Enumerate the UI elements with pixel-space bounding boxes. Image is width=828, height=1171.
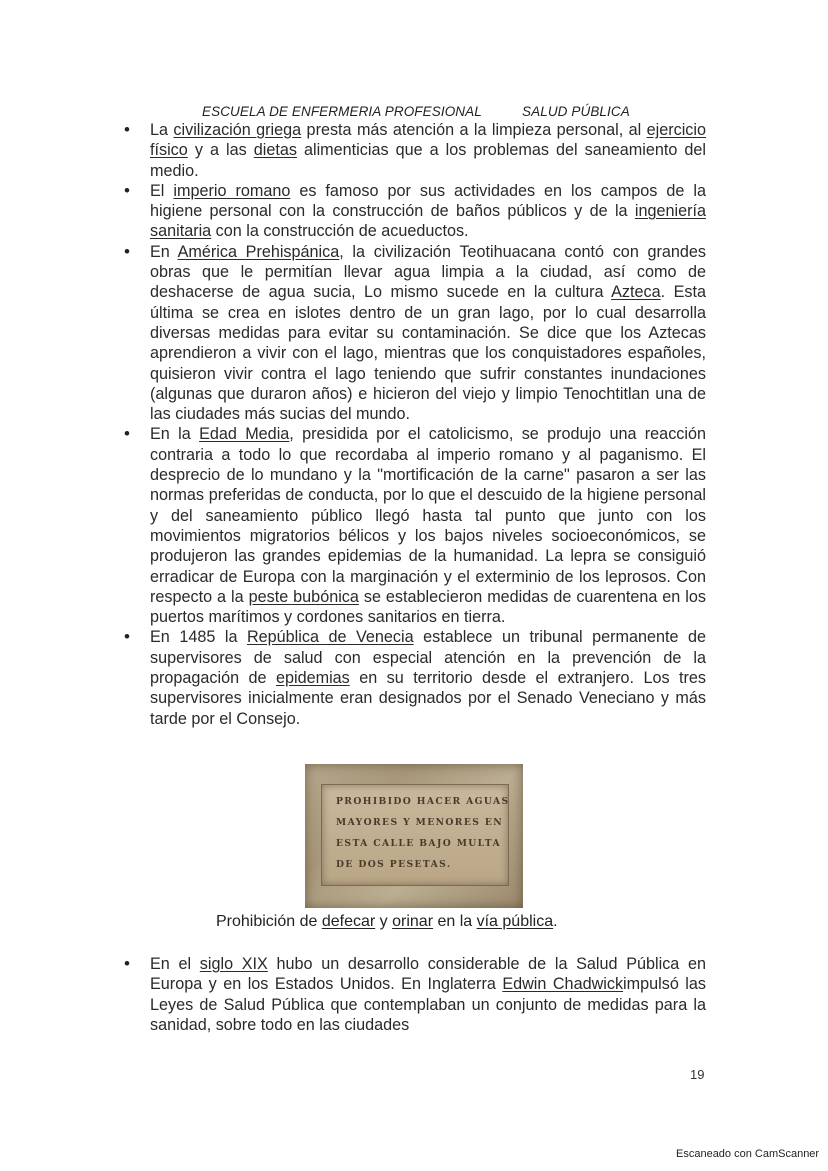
text: y a las <box>187 141 254 160</box>
link-ejercicio-fisico[interactable]: ejercicio físico <box>150 121 706 160</box>
list-item <box>120 242 706 425</box>
text: . <box>553 913 558 930</box>
page-header <box>202 104 642 119</box>
text: alimenticias que a los problemas del saneamiento del medio. <box>150 141 706 180</box>
text: es famoso por sus actividades en los campos de la higiene personal con la construcción de baños públicos y de la <box>150 181 706 221</box>
scanner-watermark: Escaneado con CamScanner <box>676 1148 820 1160</box>
link-republica-de-venecia[interactable]: República de Venecia <box>246 628 414 647</box>
page-number: 19 <box>690 1067 705 1082</box>
text: con la construcción de acueductos. <box>211 222 469 241</box>
list-item <box>120 181 706 242</box>
text: , la civilización Teotihuacana contó con grandes obras que le permitían llevar agua limpia a la ciudad, así como de deshacerse de agua sucia, Lo mismo sucede en la cultura <box>150 242 706 302</box>
link-civilizacion-griega[interactable]: civilización griega <box>173 121 302 139</box>
text: en su territorio desde el extranjero. Los tres supervisores inicialmente eran designados por el Senado Veneciano y más tarde por el Consejo. <box>150 669 706 728</box>
link-edwin-chadwick[interactable]: Edwin Chadwick <box>502 975 624 994</box>
text: impulsó las Leyes de Salud Pública que contemplaban un conjunto de medidas para la sanidad, sobre todo en las ciudades <box>150 975 706 1034</box>
figure-caption <box>216 913 558 931</box>
link-via-publica[interactable]: vía pública <box>476 913 554 930</box>
plaque-line: ESTA CALLE BAJO MULTA <box>336 838 502 849</box>
link-azteca[interactable]: Azteca <box>611 283 661 302</box>
link-defecar[interactable]: defecar <box>321 913 376 930</box>
plaque-line: MAYORES Y MENORES EN <box>336 817 504 828</box>
plaque-line: DE DOS PESETAS. <box>336 859 452 870</box>
plaque-line: PROHIBIDO HACER AGUAS <box>336 796 510 807</box>
history-list <box>120 120 706 729</box>
list-item <box>120 954 706 1035</box>
link-imperio-romano[interactable]: imperio romano <box>173 181 291 200</box>
list-item <box>120 120 706 181</box>
link-orinar[interactable]: orinar <box>392 913 434 930</box>
text: Prohibición de <box>216 913 322 930</box>
text: En <box>150 242 178 261</box>
history-list-continued <box>120 954 706 1035</box>
text: establece un tribunal permanente de supervisores de salud con especial atención en la prevención de la propagación de <box>150 628 706 688</box>
text: presta más atención a la limpieza personal, al <box>301 121 647 139</box>
link-america-prehispanica[interactable]: América Prehispánica <box>177 242 340 261</box>
list-item <box>120 424 706 627</box>
text: hubo un desarrollo considerable de la Salud Pública en Europa y en los Estados Unidos. En Inglaterra <box>150 955 707 994</box>
link-ingenieria-sanitaria[interactable]: ingeniería sanitaria <box>150 202 706 241</box>
text: En el <box>150 955 200 973</box>
text: se establecieron medidas de cuarentena en los puertos marítimos y cordones sanitarios en tierra. <box>150 587 706 627</box>
text: en la <box>433 913 477 930</box>
link-peste-bubonica[interactable]: peste bubónica <box>248 587 359 606</box>
link-epidemias[interactable]: epidemias <box>275 669 350 688</box>
text: La <box>150 121 174 139</box>
link-edad-media[interactable]: Edad Media <box>199 425 290 444</box>
header-subject: SALUD PÚBLICA <box>522 104 630 119</box>
stone-plaque <box>321 784 509 886</box>
text: El <box>150 181 174 200</box>
link-siglo-xix[interactable]: siglo XIX <box>199 955 268 973</box>
plaque-photo <box>305 764 523 908</box>
header-school: ESCUELA DE ENFERMERIA PROFESIONAL <box>202 104 482 119</box>
text: En 1485 la <box>150 628 247 647</box>
text: En la <box>150 425 200 444</box>
link-dietas[interactable]: dietas <box>253 141 297 160</box>
text: y <box>375 913 393 930</box>
list-item <box>120 627 706 728</box>
text: , presidida por el catolicismo, se produjo una reacción contraria a todo lo que recordaba al imperio romano y al paganismo. El desprecio de lo mundano y la "mortificación de la carne" pasaron a ser las normas preferidas de conducta, por lo que el descuido de la higiene personal y del saneamiento público llegó hasta tal punto que junto con los movimientos migratorios bélicos y los bajos niveles socioeconómicos, se produjeron las grandes epidemias de la humanidad. La lepra se consiguió erradicar de Europa con la marginación y el exterminio de los leprosos. Con respecto a la <box>150 425 706 606</box>
text: . Esta última se crea en islotes dentro de un gran lago, por lo cual desarrolla diversas medidas para evitar su contaminación. Se dice que los Aztecas aprendieron a vivir con el lago, mientras que los conquistadores españoles, quisieron vivir contra el lago teniendo que sufrir constantes inundaciones (algunas que duraron años) e hicieron del viejo y limpio Tenochtitlan una de las ciudades más sucias del mundo. <box>150 283 706 424</box>
